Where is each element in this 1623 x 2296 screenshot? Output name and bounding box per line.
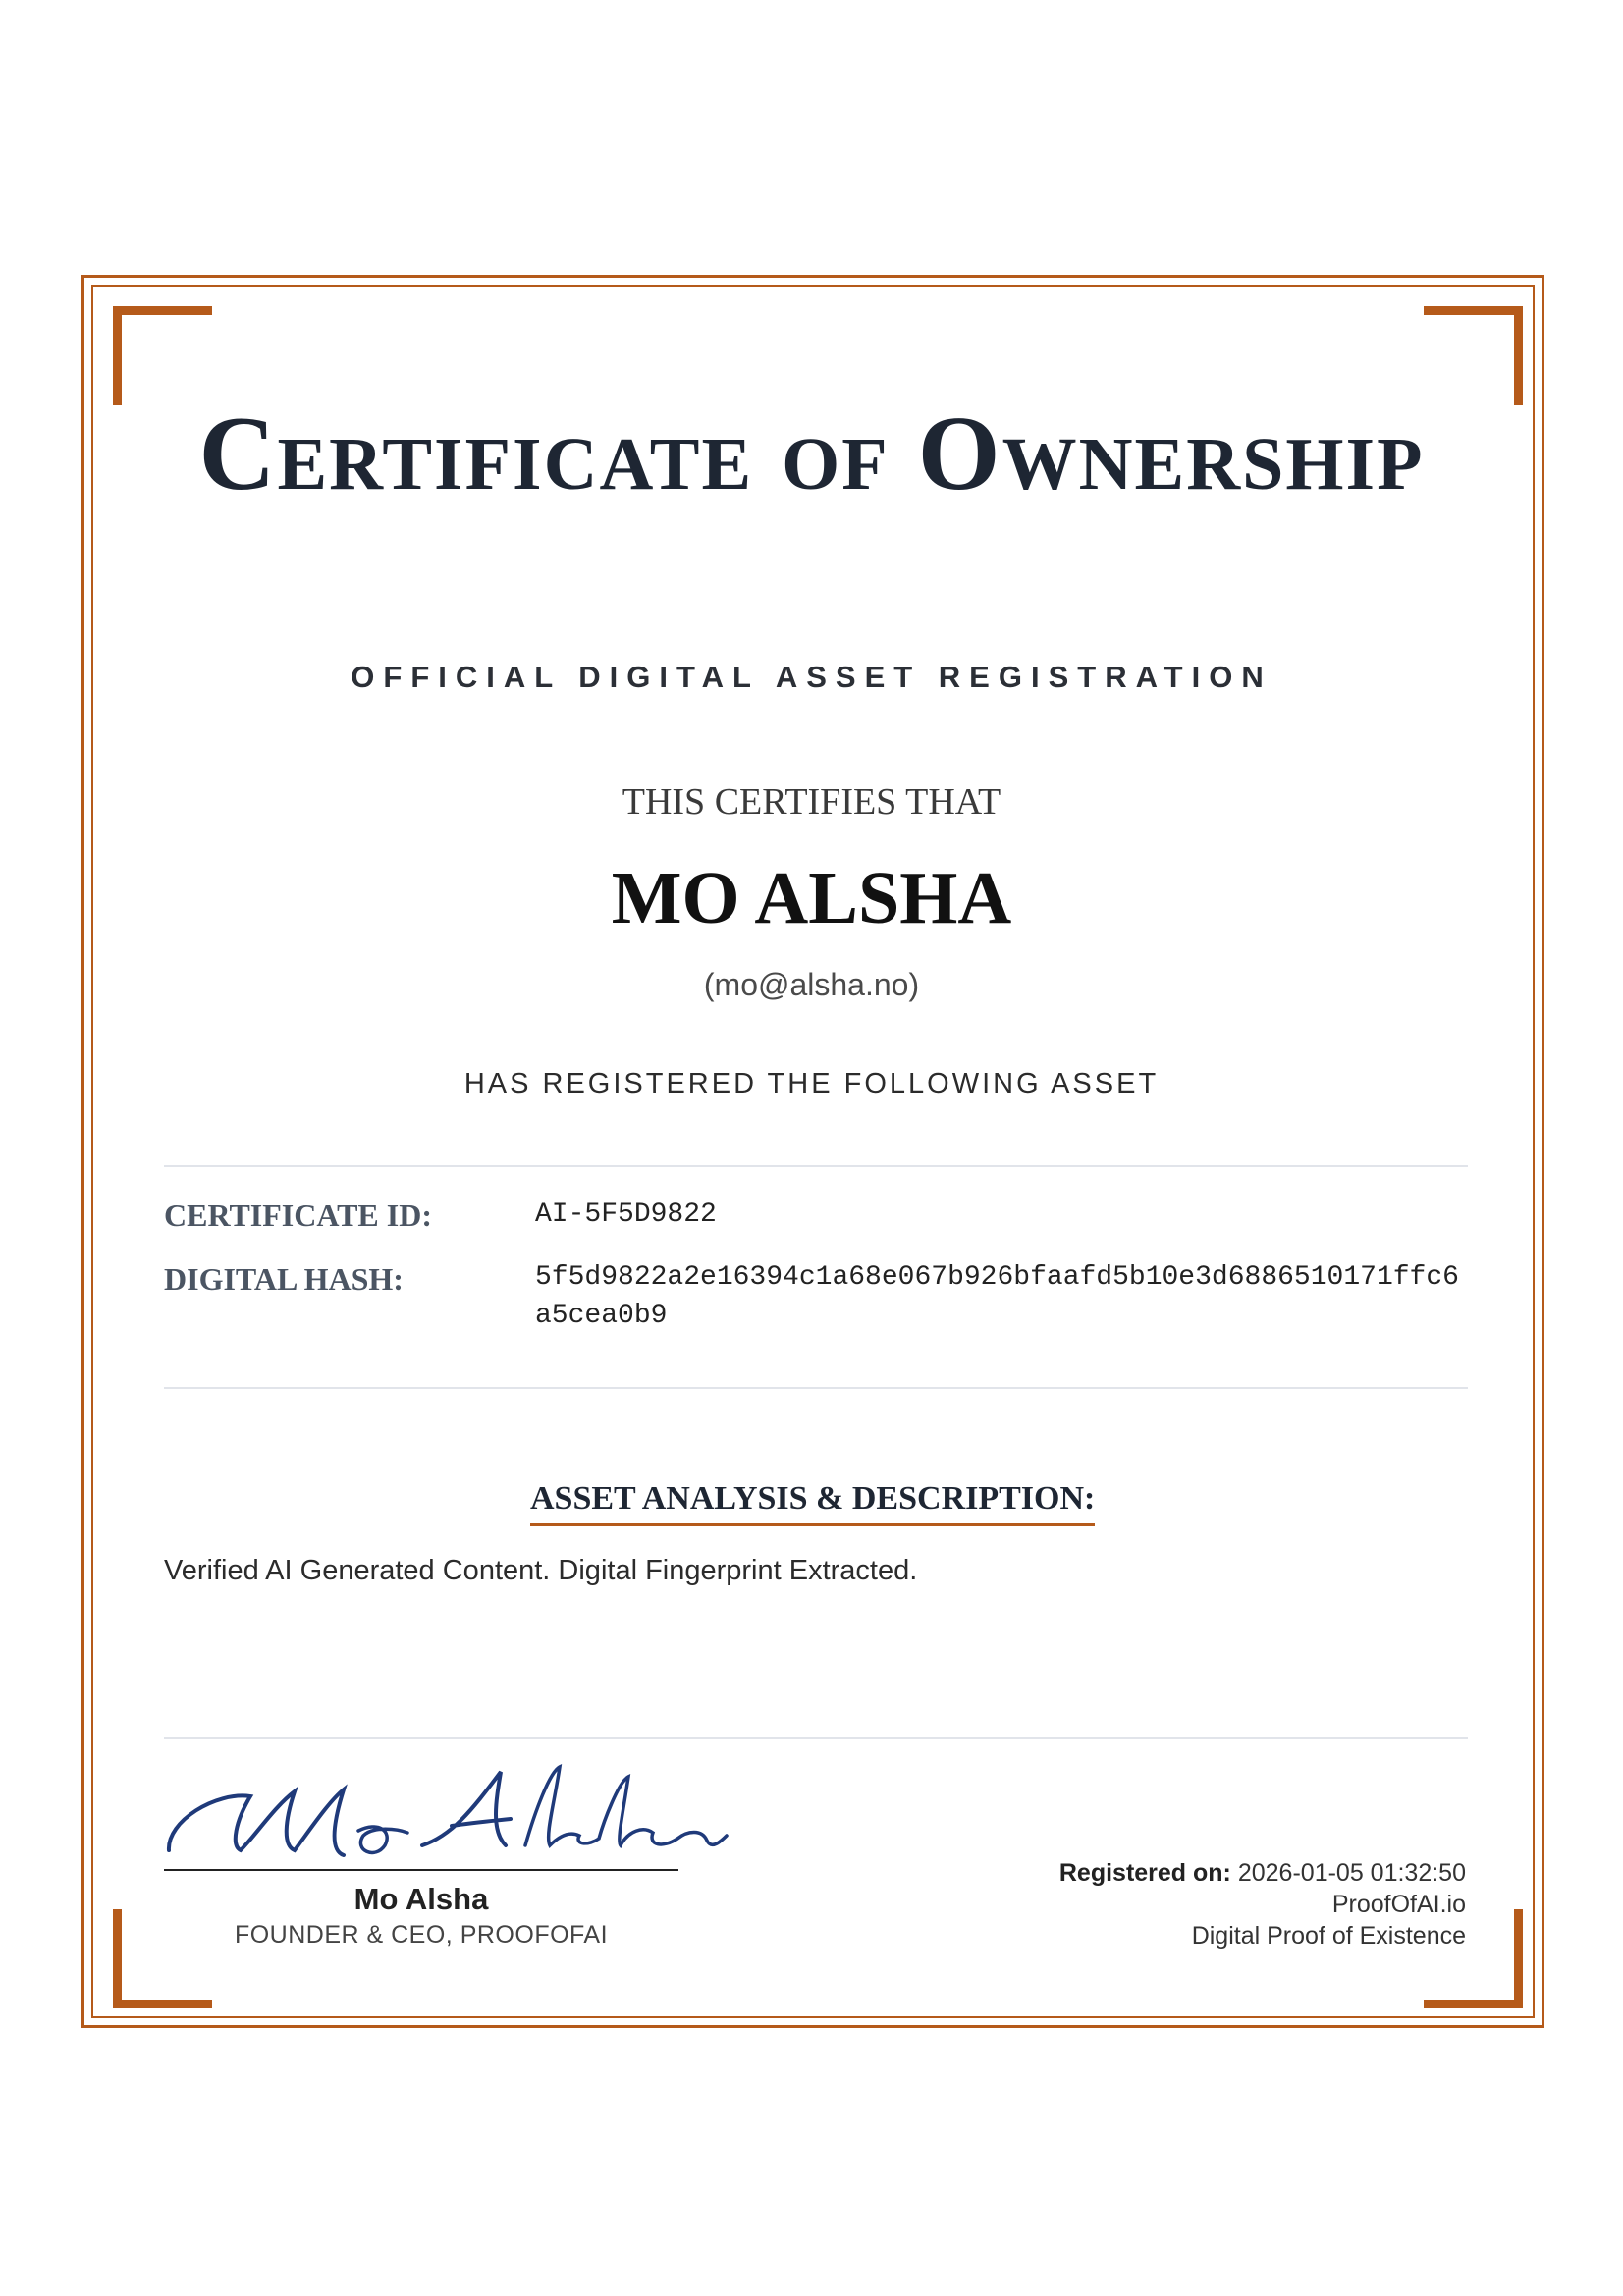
registration-block xyxy=(1059,1857,1466,1951)
registration-site: ProofOfAI.io xyxy=(1331,1891,1466,1918)
corner-ornament-top-right xyxy=(1424,306,1523,405)
signature-line xyxy=(164,1869,678,1871)
signer-name: Mo Alsha xyxy=(353,1882,489,1916)
registration-date-line xyxy=(1059,1857,1466,1889)
signer-title: FOUNDER & CEO, PROOFOFAI xyxy=(234,1921,609,1949)
digital-hash-label: DIGITAL HASH: xyxy=(164,1261,404,1297)
registered-asset-text: HAS REGISTERED THE FOLLOWING ASSET xyxy=(463,1068,1160,1099)
owner-email: (mo@alsha.no) xyxy=(703,967,920,1002)
asset-description: Verified AI Generated Content. Digital Fingerprint Extracted. xyxy=(164,1555,918,1586)
certificate-id-value: AI-5F5D9822 xyxy=(535,1200,717,1230)
certificate-subtitle: OFFICIAL DIGITAL ASSET REGISTRATION xyxy=(351,660,1272,694)
handwritten-signature xyxy=(157,1752,731,1880)
certifies-text: THIS CERTIFIES THAT xyxy=(622,781,1001,823)
owner-name: MO ALSHA xyxy=(611,857,1012,939)
registration-tagline: Digital Proof of Existence xyxy=(1191,1922,1466,1949)
registered-on-label: Registered on: xyxy=(1058,1859,1231,1887)
corner-ornament-top-left xyxy=(113,306,212,405)
certificate-title: Certificate of Ownership xyxy=(198,396,1425,512)
certificate-id-label: CERTIFICATE ID: xyxy=(164,1198,432,1233)
registered-on-timestamp: 2026-01-05 01:32:50 xyxy=(1237,1859,1466,1887)
digital-hash-value: 5f5d9822a2e16394c1a68e067b926bfaafd5b10e3d6886510171ffc6a5cea0b9 xyxy=(535,1262,1459,1331)
divider xyxy=(164,1387,1468,1389)
divider xyxy=(164,1165,1468,1167)
asset-heading: ASSET ANALYSIS & DESCRIPTION: xyxy=(530,1480,1095,1526)
divider xyxy=(164,1737,1468,1739)
